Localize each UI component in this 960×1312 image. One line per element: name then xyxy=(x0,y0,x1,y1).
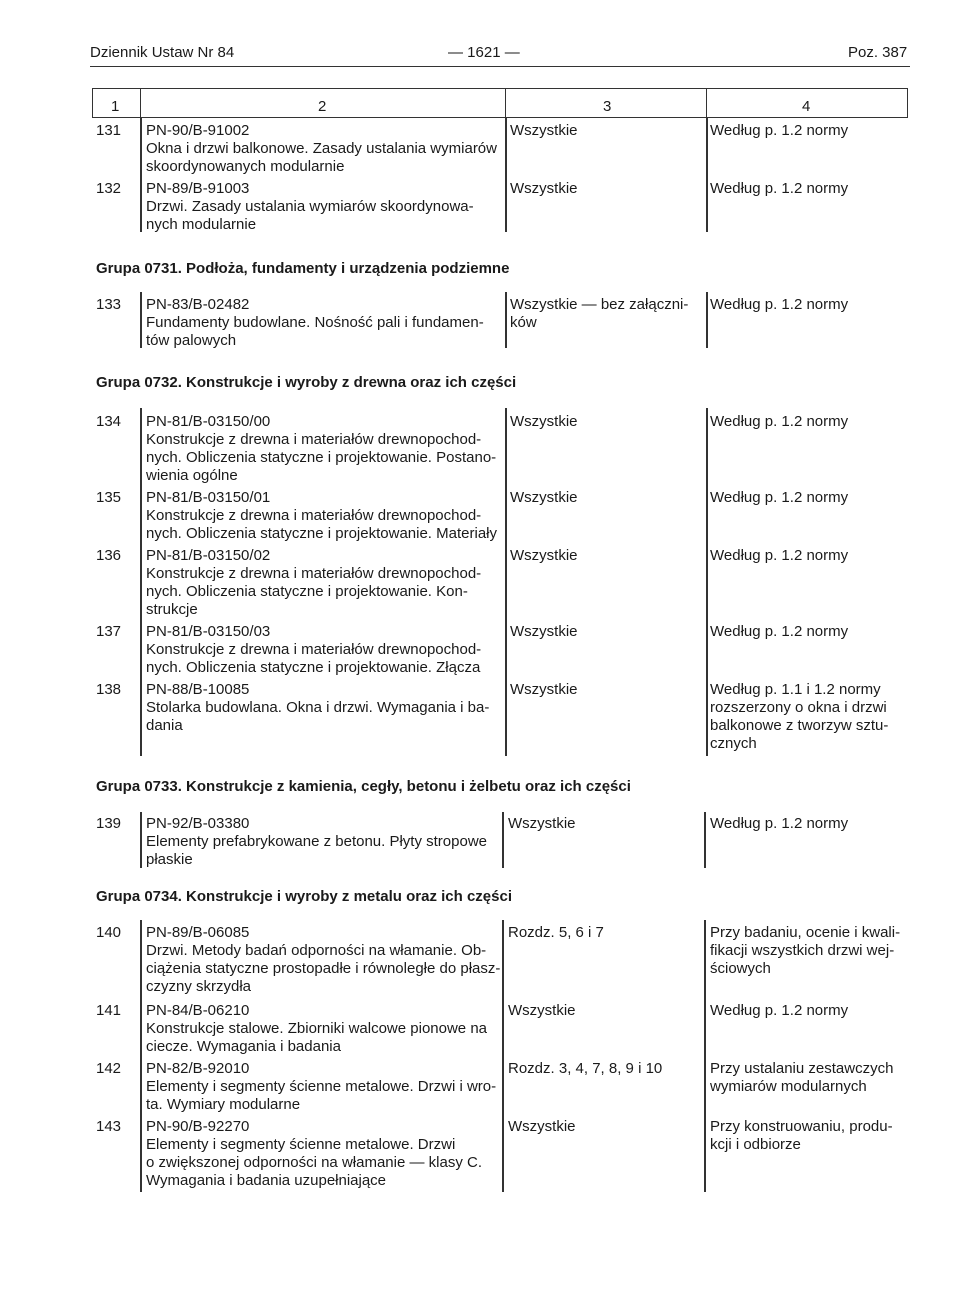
header-rule xyxy=(90,66,910,67)
row-number: 133 xyxy=(96,296,122,313)
standard-title: PN-81/B-03150/03 Konstrukcje z drewna i materiałów drewnopochod- nych. Obliczenia statyczne i projektowanie. Złącza xyxy=(146,623,482,676)
bar xyxy=(502,920,504,1192)
remark: Według p. 1.2 normy xyxy=(710,815,849,832)
row-number: 139 xyxy=(96,815,122,832)
column-2-header: 2 xyxy=(318,98,327,115)
scope: Wszystkie xyxy=(510,180,578,197)
scope: Rozdz. 3, 4, 7, 8, 9 i 10 xyxy=(508,1060,663,1077)
bar xyxy=(706,408,708,756)
row-number: 140 xyxy=(96,924,122,941)
remark: Według p. 1.2 normy xyxy=(710,413,849,430)
col-divider-1 xyxy=(140,88,141,118)
row-number: 141 xyxy=(96,1002,122,1019)
standard-title: PN-82/B-92010 Elementy i segmenty ścienne metalowe. Drzwi i wro- ta. Wymiary modularne xyxy=(146,1060,497,1113)
row-number: 134 xyxy=(96,413,122,430)
bar xyxy=(706,118,708,232)
bar xyxy=(706,292,708,348)
standard-title: PN-81/B-03150/00 Konstrukcje z drewna i materiałów drewnopochod- nych. Obliczenia statyczne i projektowanie. Postano- wienia ogólne xyxy=(146,413,497,484)
row-number: 142 xyxy=(96,1060,122,1077)
standard-title: PN-89/B-06085 Drzwi. Metody badań odporności na włamanie. Ob- ciążenia statyczne prostopadłe i równoległe do płasz- czyzny skrzydła xyxy=(146,924,501,995)
group-heading: Grupa 0733. Konstrukcje z kamienia, cegły, betonu i żelbetu oraz ich części xyxy=(96,778,631,795)
scope: Wszystkie xyxy=(508,1002,576,1019)
remark: Według p. 1.2 normy xyxy=(710,122,849,139)
standard-title: PN-90/B-91002 Okna i drzwi balkonowe. Zasady ustalania wymiarów skoordynowanych modularnie xyxy=(146,122,497,175)
remark: Według p. 1.1 i 1.2 normy rozszerzony o okna i drzwi balkonowe z tworzyw sztu- cznych xyxy=(710,681,889,752)
remark: Przy ustalaniu zestawczych wymiarów modularnych xyxy=(710,1060,894,1095)
scope: Wszystkie xyxy=(510,489,578,506)
standard-title: PN-88/B-10085 Stolarka budowlana. Okna i drzwi. Wymagania i ba- dania xyxy=(146,681,490,734)
row-number: 131 xyxy=(96,122,122,139)
group-heading: Grupa 0732. Konstrukcje i wyroby z drewna oraz ich części xyxy=(96,374,517,391)
table-header-border xyxy=(92,117,908,118)
bar xyxy=(505,408,507,756)
scope: Wszystkie xyxy=(510,623,578,640)
journal-title: Dziennik Ustaw Nr 84 xyxy=(90,44,235,61)
scope: Wszystkie xyxy=(510,122,578,139)
scope: Wszystkie xyxy=(510,413,578,430)
bar xyxy=(505,118,507,232)
remark: Według p. 1.2 normy xyxy=(710,623,849,640)
standard-title: PN-89/B-91003 Drzwi. Zasady ustalania wymiarów skoordynowa- nych modularnie xyxy=(146,180,474,233)
remark: Przy badaniu, ocenie i kwali- fikacji wszystkich drzwi wej- ściowych xyxy=(710,924,901,977)
bar xyxy=(704,920,706,1192)
column-3-header: 3 xyxy=(603,98,612,115)
column-1-header: 1 xyxy=(111,98,120,115)
bar xyxy=(140,292,142,348)
scope: Wszystkie xyxy=(510,547,578,564)
scope: Wszystkie xyxy=(508,815,576,832)
bar xyxy=(704,812,706,868)
standard-title: PN-84/B-06210 Konstrukcje stalowe. Zbiorniki walcowe pionowe na ciecze. Wymagania i badania xyxy=(146,1002,488,1055)
remark: Według p. 1.2 normy xyxy=(710,547,849,564)
col-divider-3 xyxy=(706,88,707,118)
remark: Według p. 1.2 normy xyxy=(710,296,849,313)
remark: Według p. 1.2 normy xyxy=(710,1002,849,1019)
page-number: — 1621 — xyxy=(448,44,520,61)
scope: Wszystkie xyxy=(510,681,578,698)
table-right-border xyxy=(907,88,908,118)
remark: Według p. 1.2 normy xyxy=(710,180,849,197)
position-number: Poz. 387 xyxy=(848,44,908,61)
bar xyxy=(140,408,142,756)
row-number: 143 xyxy=(96,1118,122,1135)
scope: Wszystkie xyxy=(508,1118,576,1135)
standard-title: PN-90/B-92270 Elementy i segmenty ścienne metalowe. Drzwi o zwiększonej odporności na włamanie — klasy C. Wymagania i badania uzupełniające xyxy=(146,1118,482,1189)
scope: Rozdz. 5, 6 i 7 xyxy=(508,924,604,941)
standard-title: PN-81/B-03150/01 Konstrukcje z drewna i materiałów drewnopochod- nych. Obliczenia statyczne i projektowanie. Materiały xyxy=(146,489,497,542)
group-heading: Grupa 0731. Podłoża, fundamenty i urządzenia podziemne xyxy=(96,260,510,277)
row-number: 138 xyxy=(96,681,122,698)
bar xyxy=(502,812,504,868)
row-number: 136 xyxy=(96,547,122,564)
group-heading: Grupa 0734. Konstrukcje i wyroby z metalu oraz ich części xyxy=(96,888,512,905)
standard-title: PN-83/B-02482 Fundamenty budowlane. Nośność pali i fundamen- tów palowych xyxy=(146,296,484,349)
bar xyxy=(140,118,142,232)
remark: Według p. 1.2 normy xyxy=(710,489,849,506)
bar xyxy=(140,812,142,868)
col-divider-2 xyxy=(505,88,506,118)
scope: Wszystkie — bez załączni- ków xyxy=(510,296,689,331)
row-number: 135 xyxy=(96,489,122,506)
row-number: 137 xyxy=(96,623,122,640)
standard-title: PN-81/B-03150/02 Konstrukcje z drewna i materiałów drewnopochod- nych. Obliczenia statyczne i projektowanie. Kon- strukcje xyxy=(146,547,482,618)
row-number: 132 xyxy=(96,180,122,197)
bar xyxy=(505,292,507,348)
standard-title: PN-92/B-03380 Elementy prefabrykowane z betonu. Płyty stropowe płaskie xyxy=(146,815,488,868)
remark: Przy konstruowaniu, produ- kcji i odbiorze xyxy=(710,1118,893,1153)
table-left-border xyxy=(92,88,93,118)
bar xyxy=(140,920,142,1192)
table-top-border xyxy=(92,88,908,89)
column-4-header: 4 xyxy=(802,98,811,115)
